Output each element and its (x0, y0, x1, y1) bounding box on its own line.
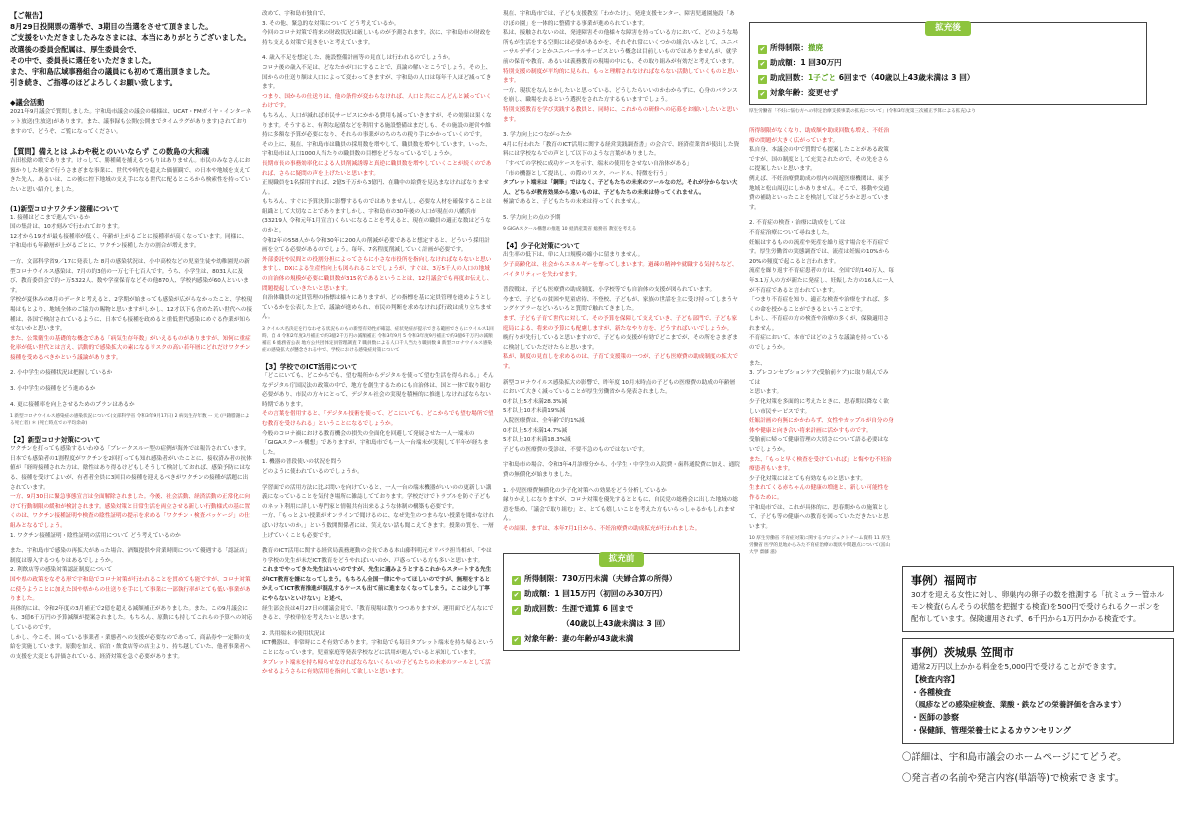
q2b-text: ワクチンを打っても感染するいわゆる「ブレークスルー型の症例が海外では報告されています。日本でも感染者の1割程度がワクチンを2回打っても知れ感染者がいたことに、接収済み者の抗体値が「経時接種された方は、陰性はあり得るけどもしそうして検討しておれば、感染予防にはなる、接種を受けてよいが、有者者全員に3回目の接種を迎えるべきがワクチンの接種が話題に出されています。 (10, 446, 252, 491)
q3-text-4: 一方、「もっとよい授業がオンラインで聞けるのに、なぜ先生のつまらない授業を聞かなければいけないのか。」という数開関係者には、笑えない話も聞こえてきます。授業の質を、一層上げていくことも必要です。 (262, 513, 494, 539)
q2-line: 2. 小中学生の接種状況は把握しているか (10, 370, 113, 377)
report-title: 【ご報告】 (10, 11, 47, 20)
check-icon: ✔ (759, 75, 766, 83)
col4-item3-red: 妊娠計画の有無にかかわらず、女性やカップルが自分の身体や健康と向き合い将来計画に活かすものです。 (749, 418, 894, 434)
footnote-5: 10 厚生労働省 不育症対策に関するプロジェクトチーム資料 11 厚生労働省 医学的見地からみた不育症治療の現状や問題点について(富山大学 齋藤 滋) (749, 536, 891, 556)
report-line: 改選後の委員会配属は、厚生委員会で、 (10, 44, 142, 54)
col4-item3-red-2: また、「もっと早く検査を受けていれば」と悔やむ不妊治療患者もいます。 (749, 456, 892, 473)
q1-item: 国の集計は、10才刻みで行われております。 (10, 224, 123, 231)
col4-item2-text-5: しかし、不育症の方の検査や治療の多くが、保険適用されません。 (749, 316, 889, 332)
q4-red-2: まず、子ども子育て世代に対して、その予算を保障して支えていき、子ども部門で、子ども家庭局による、将来の予算にも配慮しますが、新たなやり方を、どうすればいいでしょうか。 (503, 316, 738, 332)
item4-text-6: 令和2年の558人から令和30年に200人の削減が必要であると想定すると、どういう採用計画を立てる必要があるのでしょう。毎年、7名程度削減していく計画が必要です。 (262, 237, 490, 254)
col4-item3-text: と思います。 (749, 389, 783, 396)
box2-age: ✔ 対象年齢：変更せず (759, 88, 839, 98)
item4-text-4: 正規職員を1名採用すれば、2億5千万から3億円、在職中の給費を見込まなければなりません。 (262, 180, 489, 196)
item3-heading: 3. その他、緊急的な対策について どう考えているか。 (262, 20, 400, 27)
council-text: 2021年9月議会で質問しました。宇和島市議会の議会の様様は、UCAT・FMガイヤ・インターネット放送(生放送)があります。また、議事録も公開(公開までタイムラグがあります)されておりますので、どうぞ、ご覧になってください。 (10, 109, 252, 135)
check-icon: ✔ (759, 45, 766, 53)
q4-heading: 【4】少子化対策について (503, 242, 580, 251)
col3-item3-heading: 3. 学力向上につながったか (503, 132, 572, 139)
item4-text-7: 自治体職員の定員管理の指標は様々にありますが、どの指標を基に定員管理を進めようとしているかを公表した上で、議論が進められ、市民の判断を求めなければ行政は成り立ちません。 (262, 295, 492, 321)
footnote-2: 3 クイルス名決定を行なわせる状況ものもの新型有効性が確認、症状発症が提示できる範囲でさらにウイルス1回時、自 4 令和2年度3月補正で約3億2千万円の減額補正 令和3年9月 5 令和3年度9月補正で約3億6千万円の減額補正 6 総務省公表 地方公共団体定員管理調査 7 職員数による人口千人当たり職員数 8 新型コロナウイルス感染症の感染拡大が懸念される中で、学校における感染症対策について (262, 327, 494, 353)
q3-item-2-heading: 2. 共用端末の使用状況は (262, 630, 326, 637)
q1-item: 1. 接種はどこまで進んでいるか (10, 214, 90, 221)
example-kasama-text: 通常2万円以上かかる料金を5,000円で受けることができます。 (911, 662, 1122, 671)
col3-quote-1: 「すべての学校に成功ケースを示す、端末の使用をさせない自治体がある」 (503, 160, 693, 167)
q3-text-2: 今般のコロナ禍における教育機会の損失の全面化を回避して発展させた一人一端末の「GIGAスクール構想」でありますが、宇和島市でも一人一台端末が実現して半年が経ちました。 (262, 430, 489, 456)
q2b-text-4: また、宇和島市で感染の再拡大があった場合、酒類提供や営業時間について優遇する「認証店」制度は導入するつもりはあるでしょうか。 (10, 548, 251, 564)
q2b-text-2: 一方、9月30日に緊急事態宣言は全面解除されました。今後、社会活動、経済活動の正常化に向けて行動制限の緩和が検討されます。感染対策と日常生活を両立させる新しい行動様式の基に置くのは、ワクチン接種証明や検査の陰性証明の提示を求める「ワクチン・検査パッケージ」の仕組みとなるでしょう。 (10, 494, 251, 530)
box1-age: ✔ 対象年齢：妻の年齢が43歳未満 (513, 633, 634, 644)
check-icon: ✔ (513, 635, 520, 644)
q3-red: その言葉を借用すると、「デジタル技術を使って、どこにいても、どこからでも望む場所で望む教育を受けられる」ということになるでしょうか。 (262, 411, 494, 427)
footnote-4: 厚生労働省「不妊に悩む方への特定治療支援事業の拡充について」(令和3年度第三次補正予算による拡充)より (749, 109, 976, 114)
item4-text-3: その上に、現在、宇和島市は職員の採用数を増やして、職員数を増やしています。いった、宇和島市は人口1000人当たりの職員数の目標をどうなっているでしょうか。 (262, 141, 491, 158)
q4-text-6: 子どもの医療費の受診は、不要不急のものではないです。 (503, 446, 648, 453)
col4-item3-text-5: 宇和島市では、これが具体的に、思春期からの施策として、子ども等の健康への教育を図っていただきたいと思います。 (749, 504, 889, 530)
before-expansion-title: 拡充前 (599, 552, 645, 567)
q4-stat: 0才以上5才未満28.3%減 (503, 398, 568, 405)
report-line: 8月29日投開票の選挙で、3期目の当選をさせて頂きました。 (10, 22, 213, 32)
exam-content: ・医師の診察 (911, 713, 959, 722)
col3-text-1: 私は、接触されないのは、発達障害その他様々な障害を持っている方において、どのような場所もが生活をする空間には必要があるかを、それぞれ常にいくつかの組合いみとして、ユニバーサルデザインとかユニバーサルサービスという概念は目前しいものではありませんが、就学前の保育や教育、あるいは義務教育の現場の中にも、その取り組みが有効だと考えています。 (503, 30, 738, 65)
report-line: 引き続き、ご指導のほどよろしくお願い致します。 (10, 78, 177, 88)
q3-item-2-red: タブレット端末を持ち帰らせなければならないくらいの子どもたちの未来のツールとして活かせるようさらに有効活用を指向して欲しいと思います。 (262, 659, 491, 676)
q3-bold: これまでやってきた先生はいいのですが、先生に適みようとするこれからスタートする先生がICT教育を嫌になってしまう。もちろん全国一律にやってほしいのですが、無理をするとかえってICT教育推進が混乱するケースも出て前に進まなくなってしまう。ここは少し丁寧にやらないといけない」と述べ、 (262, 567, 492, 603)
box1-count: ✔ 助成回数：生涯で通算 6 回まで (513, 603, 634, 614)
col4-item3-red-3: 生まれてくる赤ちゃんの健康の増進と、新しい可能性を作るために。 (749, 485, 889, 501)
item4-heading: 4. 歳入不足を想定した、施設整備計画等の見直しは行われるのでしょうか。 (262, 55, 454, 62)
column-5 (902, 130, 1174, 815)
q3-text-5: 教育のICT活用に関する経営局義務運動の会長である本山藤科明元オリパラ担当相が、「やはり学校の先生が未だICT教育をどうやればいいのか、戸惑っている方も多いと思います。 (262, 548, 492, 564)
q3-heading: 【3】学校でのICT活用について (262, 363, 358, 371)
col3-item3-text: 4月に行われた「教育のICT活用に関する経営実践調査書」の会合で、経済産業省が使出した資料には学校ならでの声として以下のような言葉がありました。 (503, 141, 740, 158)
q3-line: 3. 小中学生の接種をどう進めるか (10, 386, 96, 393)
q4-red: 少子高齢化は、社会からエネルギーを奪ってしまいます。過疎の精神や就職する気持ちなど、バイタリティーを失わせます。 (503, 262, 738, 278)
col3-red-2: 特別支援教育を学び実践する教員と、同時に、これからの研修への応募をお願いしたいと思います。 (503, 106, 738, 123)
col4-item2-text-3: 流産を繰り返す不育症患者の方は、全国で約140万人、毎年3.1万人の方が新たに発症し、妊娠した方の16人に一人が不育症であると言われています。 (749, 268, 894, 294)
question-intro: 吉田松陰の歌であります。けっして、勝種蔵を捕えるつもりはありません。市民のみなさんにお預かりした税金で行うさまざまな事業に、世代や時代を超えた価値観で、の日本や地域を支えてきた先人、あるいは、この後に控下地域の支え手になる世代に配るところから検索性を持っていたいと思い紹介しました。 (10, 158, 251, 193)
example-fukuoka-heading: 事例）福岡市 (911, 574, 977, 587)
q1-body-3: また、公衆衛生の基礎的な概念である「病気生存年数」がいえるものがありますが、知何に重症化率が低い世代とは言え、活動的で感染拡大の素になるリスクの高い若年層にどれだけワクチン接種を受めるべきかという議論があります。 (10, 335, 251, 361)
report-line: ご支援をいただきましたみなさまには、本当にありがとうございました。 (10, 33, 251, 43)
col3-quote-2: 「市の機器として提出し、の際のリスク、ハードル、特徴を行う」 (503, 170, 671, 177)
q4-text-4: 晩行りが先行していると思いますので、子どもの支援が有効でどこまでが、その所をさまざまに検討していただけたらと思います。 (503, 335, 738, 351)
check-icon: ✔ (513, 590, 520, 599)
col4-text-1: 私自身、本議会の中で質問でも提案したことがある政策ですが、国の制度として充実されたので、その先をさらに提案したいと思います。 (749, 147, 889, 173)
box2-amount: ✔ 助成額：1 回30万円 (759, 58, 842, 68)
col4-item3-text-2: 少子化対策を多面的に考えたときに、思春期以降なく欲しい市民サービスです。 (749, 399, 889, 415)
q4-stat: 5才以上10才未満19%減 (503, 408, 566, 415)
col3-item5-heading: 5. 学力向上の点の予期 (503, 214, 561, 221)
check-icon: ✔ (759, 90, 766, 98)
q1-heading: (1)新型コロナワクチン接種について (10, 204, 120, 213)
q4-text-5: 新型コロナウイルス感染拡大の影響で、昨年度 10月末時点の子どもの医療費の助成の年齢層において大きく減っていることが厚生労働省から発表されました。 (503, 379, 736, 396)
item4-red-2: 長期市長の事務効率化による人員削減誘導と真逆に職員数を増やしていくことが続くのであれば、さらに疑問の声を上げたいと思います。 (262, 160, 492, 177)
col3-red-1: 特別支援の制度が平均的に見られ、もっと理解されなければならない活動していくものと思います。 (503, 68, 739, 85)
col4-item2-text: 不育症治療について尋ねました。 (749, 229, 833, 236)
item4-text-2: もちろん、人口が減れば市民サービスにかかる費用も減っていきますが、その効果は果くなります。そうすると、有利な起債などを利用する施設整備はまだしも、その施設の運営や維持に多額な予算が必要になり、それらの事業がのちのちの税り手にかかっていくのです。 (262, 112, 492, 139)
q4-text-7: 宇和島市の場合、令和3年4月診療分から、小学生・中学生の入院費・歯科通院費に加え、通院費の無償化が始まりました。 (503, 462, 740, 478)
item4-red: つまり、国からの仕送りは、他の条件が変わらなければ、人口と共にこんどんと減っていくわけです。 (262, 93, 492, 110)
column-3 (503, 10, 740, 815)
column-1 (10, 10, 253, 815)
q4-line: 4. 更に接種率を向上させるためのプランはあるか (10, 401, 135, 408)
col3-intro: 現在、宇和島市では、子ども支援教室「わかたけ」、発達支援センター、障害児通園施設「あけぼの園」を一体的に整備する事業が進められています。 (503, 11, 735, 27)
item4-text: コロナ後の歳入不足は、どなたかが口にすることで、真論の解いとこうでしょう。その上、国からの仕送り額は人口によって変わってきますが、宇和島の人口は毎年千人ほど減ってきます。 (262, 64, 492, 91)
col4-text-2: 例えば、不妊治療費助成の県内の周遊医療機関は、東予地域と松山周辺にしかありません。そこで、移動や交通費の補助といったことを検討してはどうかと思っています。 (749, 175, 890, 211)
q2b-text-6: しかし、今こそ、困っている事業者・業態者への支援が必要なのであって、商品券や一定額の支給を実施しています。原動を加え、宿泊・飲食店等の店主より、持ち越していた、他者事業者への支援を大変とも評価されている、経済対策を急ぐ必要があります。 (10, 634, 251, 660)
example-kasama (902, 638, 1174, 744)
col4-red-1: 所得制限がなくなり、助成額や助成回数も増え、不妊治療の問題が大きく広がっています。 (749, 128, 890, 144)
q3-text-6: 経生部会長は4月27日の閣議会見で、「教育現場は散りつつありますが、運用面でどんなにできると、学校単位を考えたいと思います。 (262, 605, 494, 622)
exam-contents-title: 【検査内容】 (911, 675, 959, 684)
q3-item-1: 1. 機器の普段使いの状況を問う (262, 459, 342, 466)
q3-item-1b: どのように使われているのでしょうか。 (262, 468, 363, 475)
box2-income-limit: ✔ 所得制限：撤廃 (759, 43, 824, 53)
after-expansion-box (749, 22, 1147, 105)
col2-intro: 改めて、宇和島市独自で、 (262, 11, 329, 17)
col4-item2: 2. 不育症の検査・治療に助成をしては (749, 220, 846, 227)
check-icon: ✔ (513, 605, 520, 614)
col4-item2-text-4: 「つまり不育症を知り、適正な検査や治療をすれば、多くの命を授かることができるということです。 (749, 297, 889, 313)
example-kasama-heading: 事例）茨城県 笠間市 (911, 646, 1014, 659)
q1-body: 一方、文部科学省9／17に発表した 8月の感染状況は、小中高校などの児童生徒や幼稚園児の新型コロナウイルス感染は、7月の約3倍の一万七千七百人です。うち、小学生は、8031人に及び、教育委員会で約ー万5322人、数や学童保育などその他870人、学校内感染が60人といいます。 (10, 258, 250, 294)
exam-content: （風疹などの感染症検査、業酸・鉄などの栄養評価を含みます） (911, 700, 1126, 709)
report-line: また、宇和島広域事務組合の議員にも初めて選出頂きました。 (10, 67, 215, 77)
box1-income-limit: ✔ 所得制限：730万円未満（夫婦合算の所得） (513, 573, 677, 584)
before-expansion-box (503, 553, 740, 651)
q2b-heading: 【2】新型コロナ対策について (10, 436, 101, 445)
footnote-1: 1 新型コロナウイルス感染症の感染状況について(文部科学省 令和3年9月17日) 2 病気生存年数 ー 元 (戸籍謄謝による死亡者) ＊ (死亡時点での平均余命) (10, 414, 250, 427)
footer-search-note: 〇発言者の名前や発言内容(単語等)で検索できます。 (902, 773, 1125, 784)
q4-red-4: その結果、まずは、本年7月1日から、不妊治療費の助成拡充が行われました。 (503, 525, 701, 532)
q4-text-2: 普段戦は、子ども医療費の助成制度、小学校等でも自治体の支援が図られています。 (503, 287, 716, 294)
col3-item3-text-2: 極論であると、子どもたちの未来は待ってくれません。 (503, 199, 644, 206)
column-2 (262, 10, 494, 815)
col3-text-2: 一方、現状をなんとかしたいと思っている、どうしたらいいのかわからずに、心身のバランスを崩し、職場を去るという選択をされた方するもいますでしょう。 (503, 87, 738, 104)
q2b-text-5: 具体的には、令和2年度の3月補正で2億を超える減額補正がありました。また、この9月議会にも、3億6千万円の予算減額が提案されました。もちろん、原動にも持してこれらの予算への対応しているのです。 (10, 605, 253, 631)
col4-also: また、 (749, 360, 766, 367)
col4-item2-text-6: 不育症において、本市ではどのような議論を持っているのでしょうか。 (749, 335, 889, 352)
q2b-item-2-red: 国や県の政策をなぞる形で宇和島でコロナ対策が行われることを貫めても能ですが、コロナ対策に使うようことに加えた国や県からの仕送りを手にして事業に一部執行率がとても低い事業がありました。 (10, 576, 251, 603)
q1-item: 12才から19才が最も接種率が低く、年齢が上がるごとに接種率が高くなっています。同様に、宇和島市も年齢層が上がるごとに、ワクチン接種した方の割合が増えます。 (10, 233, 248, 250)
example-fukuoka-text: 30才を迎える女性に対し、卵巣内の卵子の数を推測する「抗ミュラー管ホルモン検査(らんそうの状態を把握する検査)を500円で受けられるクーポンを配布しています。保険適用されず、6千円から1万円かかる検査です。 (911, 590, 1165, 623)
q4-stat: 0才以上5才未満14.7%減 (503, 427, 568, 434)
council-heading: ◆議会活動 (10, 98, 45, 108)
q3-text: 「どこにいても、どこからでも、望む場所からデジタルを使って望む生活を得られる。」そんなデジタル庁国民法の政策の中で、地方を創生するためにも自治体は、国と一体で取り組む必要があり、市民の方々にとって、デジタル社会の実現を積極的に推進しなければならない時期であります。 (262, 373, 494, 408)
after-expansion-title: 拡充後 (925, 21, 971, 36)
q1-body-2: 学校が夏休みの8月のデータと考えると、2学期が始まっても感染が広がらなかったこと、学校現場はもとより、地域全体のご協力の賜物と思いますがしかし、12才以下も含めた若い世代への接種は、各国で検討されているように、日本でも接種を政めると重低世代感染にめぐる作業が知らせないかと思います。 (10, 297, 253, 333)
q2b-text-3: 1. ワクチン接種証明・陰性証明の活用について どう考えているのか (10, 532, 181, 539)
check-icon: ✔ (759, 60, 766, 68)
question-heading: 【質問】備えとは ふわや税とのいいならず この数島の大和魂 (10, 147, 210, 157)
footer-homepage-note: 〇詳細は、宇和島市議会のホームページにてどうぞ。 (902, 752, 1127, 763)
q4-item-1: 1. 小児医療費無償化の少子化対策への効果をどう分析しているか (503, 487, 667, 494)
col4-item3: 3. プレコンセプションケア(受胎前ケア)に取り組んでみては (749, 370, 889, 386)
q2b-item-2: 2. 利飲店等の感染対策認証制度について (10, 567, 113, 574)
col4-item2-text-2: 妊娠はするものの流産や死産を繰り返す場合を不育症です。厚生労働省の実態調査では、流産は妊娠の10%から20%の頻度で起こると言われます。 (749, 239, 890, 265)
q4-stat: 5才以上10才未満18.3%減 (503, 437, 571, 444)
exam-content: ・各種検査 (911, 688, 951, 697)
report-line: その中で、委員長に選任をいただきました。 (10, 55, 156, 65)
col4-item3-text-4: 少子化対策にはとても有効なものと思います。 (749, 475, 867, 482)
box1-count-sub: （40歳以上43歳未満は 3 回） (562, 618, 670, 628)
footnote-3: 9 GIGAスクール構想の推進 10 経済産業省 総務省 教室を考える (503, 227, 637, 233)
exam-content: ・保健師、管理栄養士によるカウンセリング (911, 726, 1071, 735)
check-icon: ✔ (513, 575, 520, 584)
item4-red-3: 外部委託や民間との役割分担によってさらに小さな市役所を指向しなければならないと思いますし、DXによる生産性向上も図られることでしょうが、すぐは、3万5千人の人口の地域の自治体の規模が必要に職員数が315名であるということは、12月議会でも再度お伝えし、問題提起していきたいと思います。 (262, 256, 493, 292)
q3-text-3: 学習面での活用方法に比ぶ問いを向けていると、一人一台の端末機器がいいのの更新しい講義になっていることを気付き場所に雑誌してております。学校だけでトラブルを防ぐ子どものネット利用に詳しい専門家と情報共有出来るような体制の構築も必要です。 (262, 484, 492, 510)
q4-stat: 入院医療費は、全年齢で約1%減 (503, 417, 585, 424)
q4-text-3: 今まで、子どもの貧困や児童虐待、不登校、子どもが、家族の世話を主に受け持ってしまうヤングケアラーなどいろいろと質問で触れてきました。 (503, 296, 738, 313)
box2-count: ✔ 助成回数：1子ごと 6回まで（40歳以上43歳未満は 3 回） (759, 73, 975, 83)
item4-text-5: もちろん、すぐに予算決算に影響するものではありませんし、必要な人材を確保することは組織として大切なことでありますしかし、宇和島市の30年後の人口が現在の八幡浜市(33219人 令和元年1月宣言)くらいになることを考えると、現在の職員の適正な数はどうなのかと。 (262, 199, 492, 235)
col3-bold-1: タブレット端末は「鋼筆」ではなく、子どもたちの未来のツールなのだ。それが分からない大人、どちらが教育効果から遠いものは、子どもたちの未来は待ってくれません。 (503, 180, 738, 196)
item3-text: 今回のコロナ対策で将来の財政状況は厳しいものが予測されます。次に、宇和島市の財政を持ち支える対策で見きをいと考えています。 (262, 30, 491, 46)
example-fukuoka (902, 566, 1174, 632)
q4-red-3: 私が、制度の見直しを求めるのは、子育て支援策の一つが、子ども医療費の助成制度の拡大です。 (503, 354, 738, 370)
q3-item-2-text: ICT機器は、非常時にこそ有効であります。宇和島でも毎日タブレット端末を持ち帰るということになっています。児童家庭等発表学校などに活用が進んでいると承知しています。 (262, 640, 494, 657)
box1-amount: ✔ 助成額：1 回15万円（初回のみ30万円） (513, 588, 667, 599)
col4-item3-text-3: 受胎前に帰って健康管理の大切さについて語る必要はないでしょうか。 (749, 437, 889, 453)
q4-text: 出生率の低下は、単に人口規模の縮小に留まりません。 (503, 252, 644, 259)
q4-text-8: 縁りかえしになりますが、コロナ対策を優先するとともに、自民党の総務会に出した地域の総意を集め、「議会で取り組む」と、とても嬉しいことを考えた方もいらっしゃるかもしれません。 (503, 497, 738, 523)
